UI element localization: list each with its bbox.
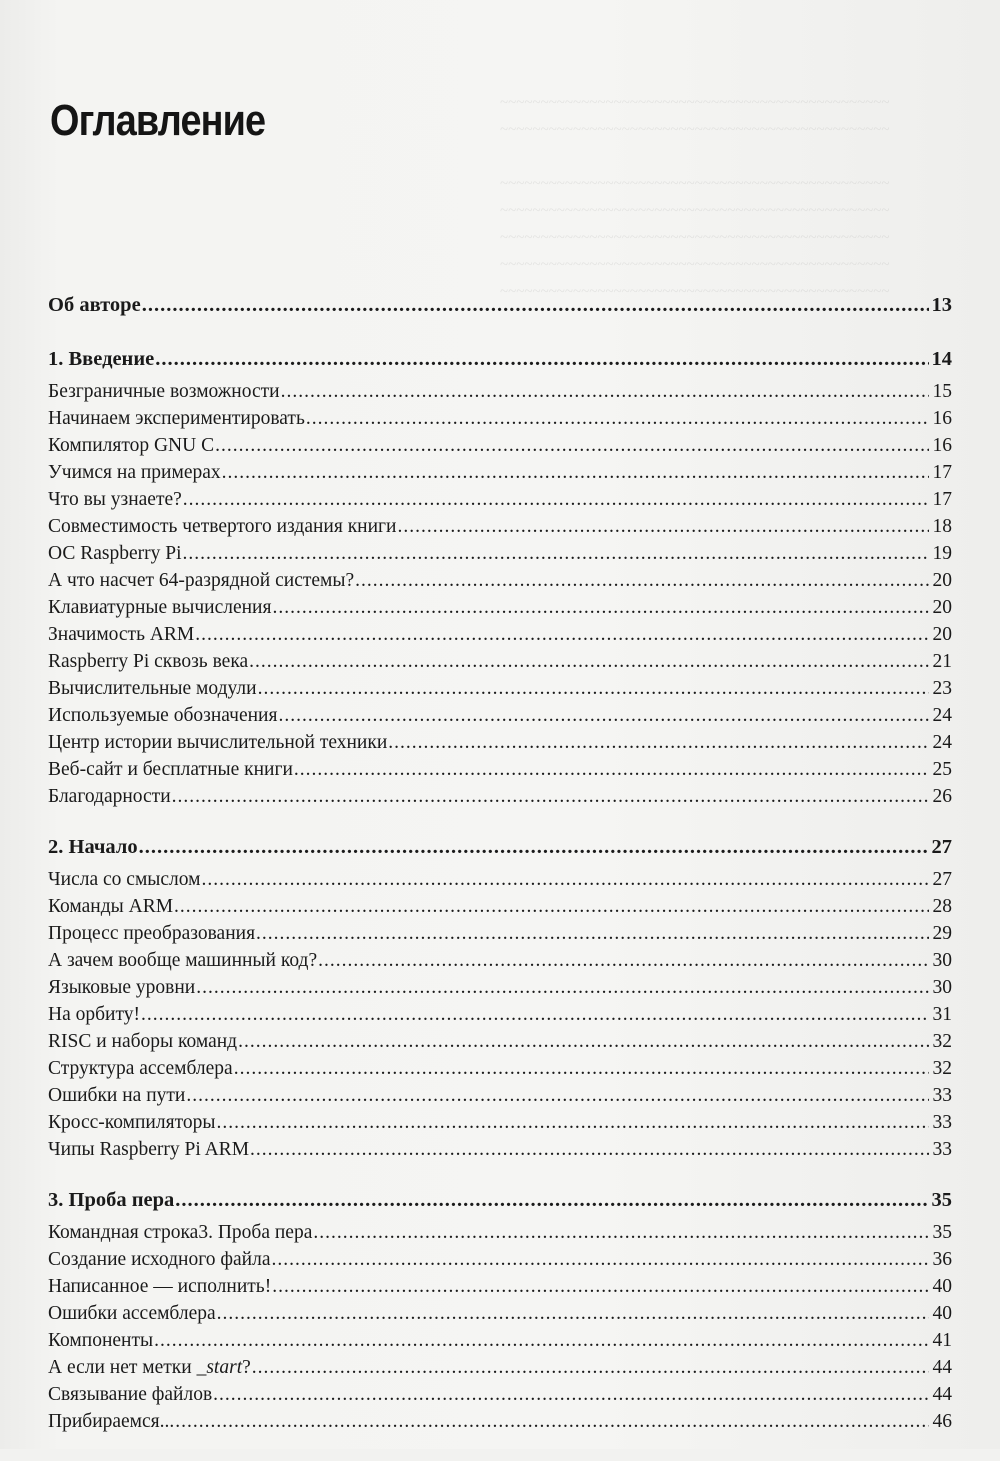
toc-page-number: 36 bbox=[932, 1249, 952, 1270]
toc-entry-label: Создание исходного файла bbox=[48, 1249, 271, 1270]
toc-leader-dots bbox=[271, 1249, 929, 1271]
toc-leader-dots bbox=[154, 1330, 929, 1352]
toc-page-number: 41 bbox=[932, 1330, 952, 1351]
toc-entry-label: Совместимость четвертого издания книги bbox=[48, 516, 397, 537]
toc-entry[interactable] bbox=[48, 869, 952, 896]
toc-page-number: 24 bbox=[932, 732, 952, 753]
toc-entry-label: Raspberry Pi сквозь века bbox=[48, 651, 249, 672]
toc-entry[interactable] bbox=[48, 1276, 952, 1303]
toc-entry[interactable] bbox=[48, 923, 952, 950]
toc-entry[interactable] bbox=[48, 1357, 952, 1384]
toc-entry-label: 1. Введение bbox=[48, 348, 155, 370]
toc-page-number: 13 bbox=[931, 294, 952, 316]
toc-page-number: 40 bbox=[932, 1303, 952, 1324]
toc-entry-label: Значимость ARM bbox=[48, 624, 195, 645]
toc-chapter-heading[interactable] bbox=[48, 1189, 952, 1220]
toc-leader-dots bbox=[196, 977, 929, 999]
toc-leader-dots bbox=[281, 381, 929, 403]
toc-chapter bbox=[48, 348, 952, 813]
toc-chapter bbox=[48, 1189, 952, 1438]
toc-page-number: 24 bbox=[932, 705, 952, 726]
toc-entry[interactable] bbox=[48, 408, 952, 435]
toc-page-number: 30 bbox=[932, 950, 952, 971]
toc-leader-dots bbox=[141, 1004, 929, 1026]
toc-page-number: 31 bbox=[932, 1004, 952, 1025]
toc-page-number: 30 bbox=[932, 977, 952, 998]
toc-entry[interactable] bbox=[48, 1303, 952, 1330]
toc-leader-dots bbox=[202, 869, 929, 891]
toc-entry-label: Ошибки ассемблера bbox=[48, 1303, 216, 1324]
toc-chapter-heading[interactable] bbox=[48, 294, 952, 325]
bleed-through-text: ~~~~~~~~~~~~~~~~~~~~~~~~~~~~~~~~~~~~~~~~~~~~~~~~ ~~~~~~~~~~~~~~~~~~~~~~~~~~~~~~~~~~~~~~~~~~~~~~~~ ~~~~~~~~~~~~~~~~~~~~~~~~~~~~~~~~~~~~~~~~~~~~~~~~ ~~~~~~~~~~~~~~~~~~~~~~~~~~~~~~~~~~~~~~~~~~~~~~~~ ~~~~~~~~~~~~~~~~~~~~~~~~~~~~~~~~~~~~~~~~~~~~~~~~ ~~~~~~~~~~~~~~~~~~~~~~~~~~~~~~~~~~~~~~~~~~~~~~~~ ~~~~~~~~~~~~~~~~~~~~~~~~~~~~~~~~~~~~~~~~~~~~~~~~ bbox=[500, 95, 890, 300]
toc-entry[interactable] bbox=[48, 705, 952, 732]
toc-page-number: 18 bbox=[932, 516, 952, 537]
toc-page-number: 15 bbox=[932, 381, 952, 402]
toc-leader-dots bbox=[238, 1031, 929, 1053]
toc-entry-label: Кросс-компиляторы bbox=[48, 1112, 216, 1133]
toc-page-number: 33 bbox=[932, 1112, 952, 1133]
toc-leader-dots bbox=[249, 651, 929, 673]
toc-entry[interactable] bbox=[48, 1384, 952, 1411]
toc-entry-label: Языковые уровни bbox=[48, 977, 196, 998]
toc-leader-dots bbox=[222, 462, 929, 484]
toc-entry-label: Учимся на примерах bbox=[48, 462, 221, 483]
toc-page-number: 35 bbox=[932, 1222, 952, 1243]
toc-page-number: 44 bbox=[932, 1357, 952, 1378]
toc-chapter bbox=[48, 836, 952, 1166]
toc-entry-label: Прибираемся... bbox=[48, 1411, 175, 1432]
toc-entry-label: Командная строка3. Проба пера bbox=[48, 1222, 313, 1243]
toc-entry[interactable] bbox=[48, 732, 952, 759]
toc-page-number: 19 bbox=[932, 543, 952, 564]
toc-chapter bbox=[48, 294, 952, 325]
toc-entry[interactable] bbox=[48, 1058, 952, 1085]
toc-page-number: 29 bbox=[932, 923, 952, 944]
toc-page-number: 17 bbox=[932, 489, 952, 510]
toc-leader-dots bbox=[318, 950, 929, 972]
toc-page-number: 40 bbox=[932, 1276, 952, 1297]
toc-entry[interactable] bbox=[48, 1139, 952, 1166]
toc-leader-dots bbox=[142, 294, 929, 317]
toc-leader-dots bbox=[355, 570, 929, 592]
toc-entry[interactable] bbox=[48, 1330, 952, 1357]
toc-entry-label: Что вы узнаете? bbox=[48, 489, 182, 510]
toc-page-number: 46 bbox=[932, 1411, 952, 1432]
toc-leader-dots bbox=[252, 1357, 929, 1379]
toc-entry[interactable] bbox=[48, 1112, 952, 1139]
toc-page-number: 35 bbox=[931, 1189, 952, 1211]
toc-entry-label: Вычислительные модули bbox=[48, 678, 257, 699]
toc-page-number: 20 bbox=[932, 624, 952, 645]
toc-leader-dots bbox=[234, 1058, 929, 1080]
toc-entry-label: Центр истории вычислительной техники bbox=[48, 732, 388, 753]
toc-leader-dots bbox=[213, 1384, 929, 1406]
toc-entry-label: RISC и наборы команд bbox=[48, 1031, 238, 1052]
toc-entry-label: 3. Проба пера bbox=[48, 1189, 175, 1211]
toc-page-number: 27 bbox=[931, 836, 952, 858]
toc-entry[interactable] bbox=[48, 678, 952, 705]
toc-leader-dots bbox=[250, 1139, 929, 1161]
toc-page-number: 27 bbox=[932, 869, 952, 890]
table-of-contents bbox=[48, 294, 952, 1461]
toc-entry-label: 2. Начало bbox=[48, 836, 138, 858]
toc-page-number: 20 bbox=[932, 570, 952, 591]
toc-entry[interactable] bbox=[48, 1004, 952, 1031]
toc-entry[interactable] bbox=[48, 435, 952, 462]
toc-leader-dots bbox=[175, 1411, 929, 1433]
toc-entry-label: Процесс преобразования bbox=[48, 923, 256, 944]
toc-entry[interactable] bbox=[48, 570, 952, 597]
toc-page-number: 17 bbox=[932, 462, 952, 483]
toc-page-number: 16 bbox=[932, 435, 952, 456]
toc-chapter-heading[interactable] bbox=[48, 836, 952, 867]
toc-entry-label: Безграничные возможности bbox=[48, 381, 280, 402]
toc-entry-label: Используемые обозначения bbox=[48, 705, 278, 726]
toc-entry-label: Клавиатурные вычисления bbox=[48, 597, 272, 618]
toc-entry-label: Связывание файлов bbox=[48, 1384, 213, 1405]
toc-page-number: 16 bbox=[932, 408, 952, 429]
toc-entry[interactable] bbox=[48, 489, 952, 516]
toc-entry[interactable] bbox=[48, 381, 952, 408]
toc-leader-dots bbox=[217, 1303, 929, 1325]
toc-entry[interactable] bbox=[48, 624, 952, 651]
toc-leader-dots bbox=[139, 836, 929, 859]
toc-entry[interactable] bbox=[48, 651, 952, 678]
toc-entry-label: На орбиту! bbox=[48, 1004, 140, 1025]
toc-page-number: 33 bbox=[932, 1085, 952, 1106]
toc-entry-label: А зачем вообще машинный код? bbox=[48, 950, 318, 971]
toc-entry[interactable] bbox=[48, 543, 952, 570]
toc-entry-label: Структура ассемблера bbox=[48, 1058, 233, 1079]
toc-entry-label: Чипы Raspberry Pi ARM bbox=[48, 1139, 250, 1160]
toc-chapter-heading[interactable] bbox=[48, 348, 952, 379]
toc-entry-label: Ошибки на пути bbox=[48, 1085, 186, 1106]
toc-entry[interactable] bbox=[48, 977, 952, 1004]
toc-leader-dots bbox=[186, 1085, 929, 1107]
toc-leader-dots bbox=[215, 435, 929, 457]
toc-entry[interactable] bbox=[48, 1031, 952, 1058]
toc-entry[interactable] bbox=[48, 786, 952, 813]
toc-entry[interactable] bbox=[48, 896, 952, 923]
toc-leader-dots bbox=[272, 1276, 929, 1298]
toc-page-number: 32 bbox=[932, 1031, 952, 1052]
toc-leader-dots bbox=[388, 732, 929, 754]
toc-leader-dots bbox=[278, 705, 929, 727]
toc-page-number: 25 bbox=[932, 759, 952, 780]
toc-entry-label: Веб-сайт и бесплатные книги bbox=[48, 759, 293, 780]
toc-page-number: 26 bbox=[932, 786, 952, 807]
toc-leader-dots bbox=[175, 1189, 929, 1212]
page-title: Оглавление bbox=[50, 96, 266, 145]
toc-entry-label: Благодарности bbox=[48, 786, 171, 807]
toc-entry-label: ОС Raspberry Pi bbox=[48, 543, 182, 564]
toc-entry-label: Об авторе bbox=[48, 294, 141, 316]
toc-leader-dots bbox=[195, 624, 929, 646]
toc-leader-dots bbox=[258, 678, 929, 700]
toc-entry-label: Компоненты bbox=[48, 1330, 154, 1351]
toc-entry-label: Числа со смыслом bbox=[48, 869, 201, 890]
toc-leader-dots bbox=[256, 923, 929, 945]
toc-leader-dots bbox=[313, 1222, 929, 1244]
toc-entry[interactable] bbox=[48, 1249, 952, 1276]
toc-page-number: 23 bbox=[932, 678, 952, 699]
toc-entry-label: А если нет метки _start? bbox=[48, 1357, 251, 1378]
toc-entry[interactable] bbox=[48, 1222, 952, 1249]
toc-leader-dots bbox=[183, 489, 929, 511]
toc-entry[interactable] bbox=[48, 462, 952, 489]
toc-page-number: 21 bbox=[932, 651, 952, 672]
toc-entry[interactable] bbox=[48, 1085, 952, 1112]
toc-leader-dots bbox=[155, 348, 929, 371]
toc-leader-dots bbox=[306, 408, 929, 430]
toc-page-number: 33 bbox=[932, 1139, 952, 1160]
toc-leader-dots bbox=[182, 543, 929, 565]
toc-entry[interactable] bbox=[48, 950, 952, 977]
toc-entry-label: А что насчет 64-разрядной системы? bbox=[48, 570, 355, 591]
toc-leader-dots bbox=[174, 896, 929, 918]
toc-entry[interactable] bbox=[48, 597, 952, 624]
toc-leader-dots bbox=[216, 1112, 929, 1134]
toc-entry-label: Написанное — исполнить! bbox=[48, 1276, 272, 1297]
toc-entry-label: Компилятор GNU C bbox=[48, 435, 215, 456]
toc-page-number: 32 bbox=[932, 1058, 952, 1079]
toc-entry[interactable] bbox=[48, 1411, 952, 1438]
toc-entry[interactable] bbox=[48, 759, 952, 786]
toc-page-number: 28 bbox=[932, 896, 952, 917]
toc-page-number: 20 bbox=[932, 597, 952, 618]
toc-leader-dots bbox=[172, 786, 929, 808]
toc-leader-dots bbox=[272, 597, 929, 619]
toc-page-number: 14 bbox=[931, 348, 952, 370]
toc-entry-label: Начинаем экспериментировать bbox=[48, 408, 305, 429]
toc-leader-dots bbox=[397, 516, 929, 538]
toc-page-number: 44 bbox=[932, 1384, 952, 1405]
toc-entry-label: Команды ARM bbox=[48, 896, 174, 917]
toc-entry[interactable] bbox=[48, 516, 952, 543]
toc-leader-dots bbox=[294, 759, 929, 781]
